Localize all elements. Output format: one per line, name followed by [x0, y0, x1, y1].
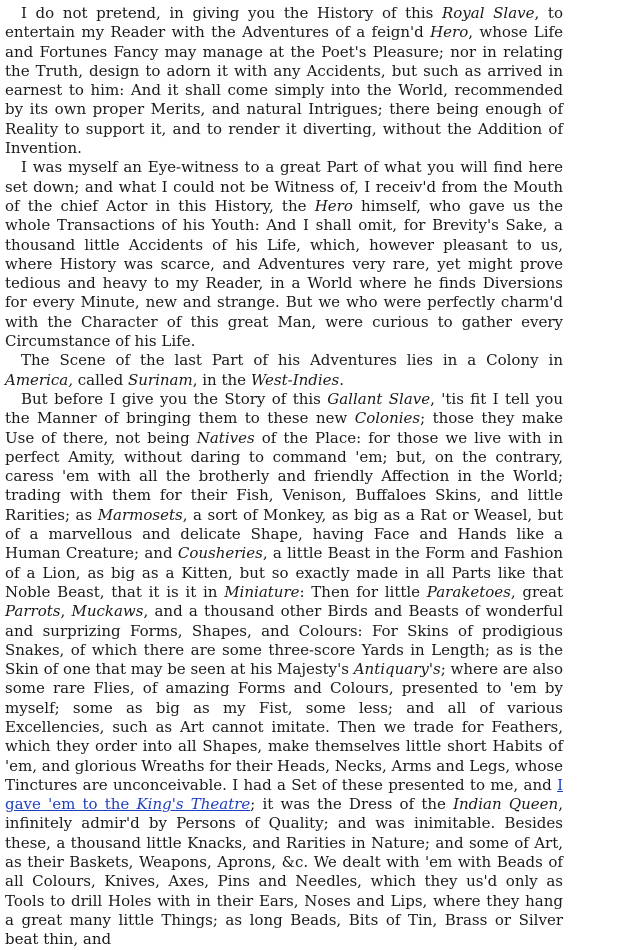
paragraph	[5, 4, 563, 158]
text-run: , a little Beast in the Form and Fashion of a Lion, as big as a Kitten, but so exactly made in all Parts like that Noble Beast, that it is it in	[5, 544, 564, 601]
italic-text: Marmosets	[97, 505, 183, 524]
text-run: The Scene of the last Part of his Adventures lies in a Colony in	[21, 351, 563, 370]
document-page	[5, 4, 563, 950]
text-run: .	[339, 370, 345, 389]
italic-text: Gallant Slave	[327, 389, 431, 408]
italic-text: Antiquary's	[353, 660, 441, 679]
italic-text: Hero	[430, 23, 469, 42]
italic-text: Indian Queen	[453, 795, 559, 814]
italic-text: Hero	[314, 196, 353, 215]
theatre-link[interactable]: King's Theatre	[136, 795, 251, 814]
text-run: I do not pretend, in giving you the History of this	[21, 4, 442, 22]
text-run: But before I give you the Story of this	[21, 389, 328, 408]
italic-text: West-Indies	[250, 370, 340, 389]
text-run: , a sort of Monkey, as big as a Rat or Weasel, but of a marvellous and delicate Shape, having Face and Hands like a Human Creature; and	[5, 505, 563, 563]
italic-text: Miniature	[224, 582, 300, 601]
italic-text: Surinam	[127, 370, 193, 389]
italic-text: Colonies	[354, 409, 421, 428]
text-run: , to entertain my Reader with the Adventures of a feign'd	[5, 4, 563, 42]
text-run: ; where are also some rare Flies, of amazing Forms and Colours, presented to 'em by myself; some as big as my Fist, some less; and all of various Excellencies, such as Art cannot imitate. Then we trade for Feathers, which they order into all Shapes, make themselves little short Habits of 'em, and glorious Wreaths for their Heads, Necks, Arms and Legs, whose Tinctures are unconceivable. I had a Set of these presented to me, and	[5, 660, 563, 794]
italic-text: Royal Slave	[441, 4, 535, 22]
paragraph	[5, 351, 563, 390]
text-run: , and a thousand other Birds and Beasts of wonderful and surprizing Forms, Shapes, and Colours: For Skins of prodigious Snakes, of which there are some three-score Yards in Length; as is the Skin of one that may be seen at his Majesty's	[5, 602, 563, 679]
text-run: himself, who gave us the whole Transactions of his Youth: And I shall omit, for Brevity's Sake, a thousand little Accidents of his Life, which, however pleasant to us, where History was scarce, and Adventures very rare, yet might prove tedious and heavy to my Reader, in a World where he finds Diversions for every Minute, new and strange. But we who were perfectly charm'd with the Character of this great Man, were curious to gather every Circumstance of his Life.	[5, 196, 563, 351]
italic-text: Paraketoes	[426, 582, 511, 601]
text-run: : Then for little	[299, 582, 427, 601]
italic-text: Natives	[196, 428, 255, 447]
text-run: of the Place: for those we live with in perfect Amity, without daring to command 'em; but, on the contrary, caress 'em with all the brotherly and friendly Affection in the World; trading with them for their Fish, Venison, Buffaloes Skins, and little Rarities; as	[5, 428, 564, 524]
italic-text: Muckaws	[71, 602, 144, 621]
text-run: I was myself an Eye-witness to a great Part of what you will find here set down; and what I could not be Witness of, I receiv'd from the Mouth of the chief Actor in this History, the	[5, 158, 563, 215]
theatre-link[interactable]: I gave 'em to the	[5, 775, 563, 814]
italic-text: America,	[5, 370, 74, 389]
text-run: , in the	[192, 370, 251, 389]
italic-text: Parrots	[5, 602, 61, 621]
text-run: ; it was the Dress of the	[250, 795, 454, 814]
text-run: ,	[60, 602, 72, 621]
text-run: called	[73, 370, 128, 389]
text-run: , 'tis fit I tell you the Manner of bringing them to these new	[5, 389, 563, 428]
paragraph	[5, 390, 563, 950]
paragraph	[5, 158, 563, 351]
italic-text: Cousheries	[177, 544, 263, 563]
text-run: , great	[510, 582, 563, 601]
text-run: , whose Life and Fortunes Fancy may manage at the Poet's Pleasure; nor in relating the Truth, design to adorn it with any Accidents, but such as arrived in earnest to him: And it shall come simply into the World, recommended by its own proper Merits, and natural Intrigues; there being enough of Reality to support it, and to render it diverting, without the Addition of Invention.	[5, 23, 563, 158]
text-run: , infinitely admir'd by Persons of Quality; and was inimitable. Besides these, a thousand little Knacks, and Rarities in Nature; and some of Art, as their Baskets, Weapons, Aprons, &c. We dealt with 'em with Beads of all Colours, Knives, Axes, Pins and Needles, which they us'd only as Tools to drill Holes with in their Ears, Noses and Lips, where they hang a great many little Things; as long Beads, Bits of Tin, Brass or Silver beat thin, and	[5, 795, 563, 949]
text-run: ; those they make Use of there, not being	[5, 409, 563, 447]
